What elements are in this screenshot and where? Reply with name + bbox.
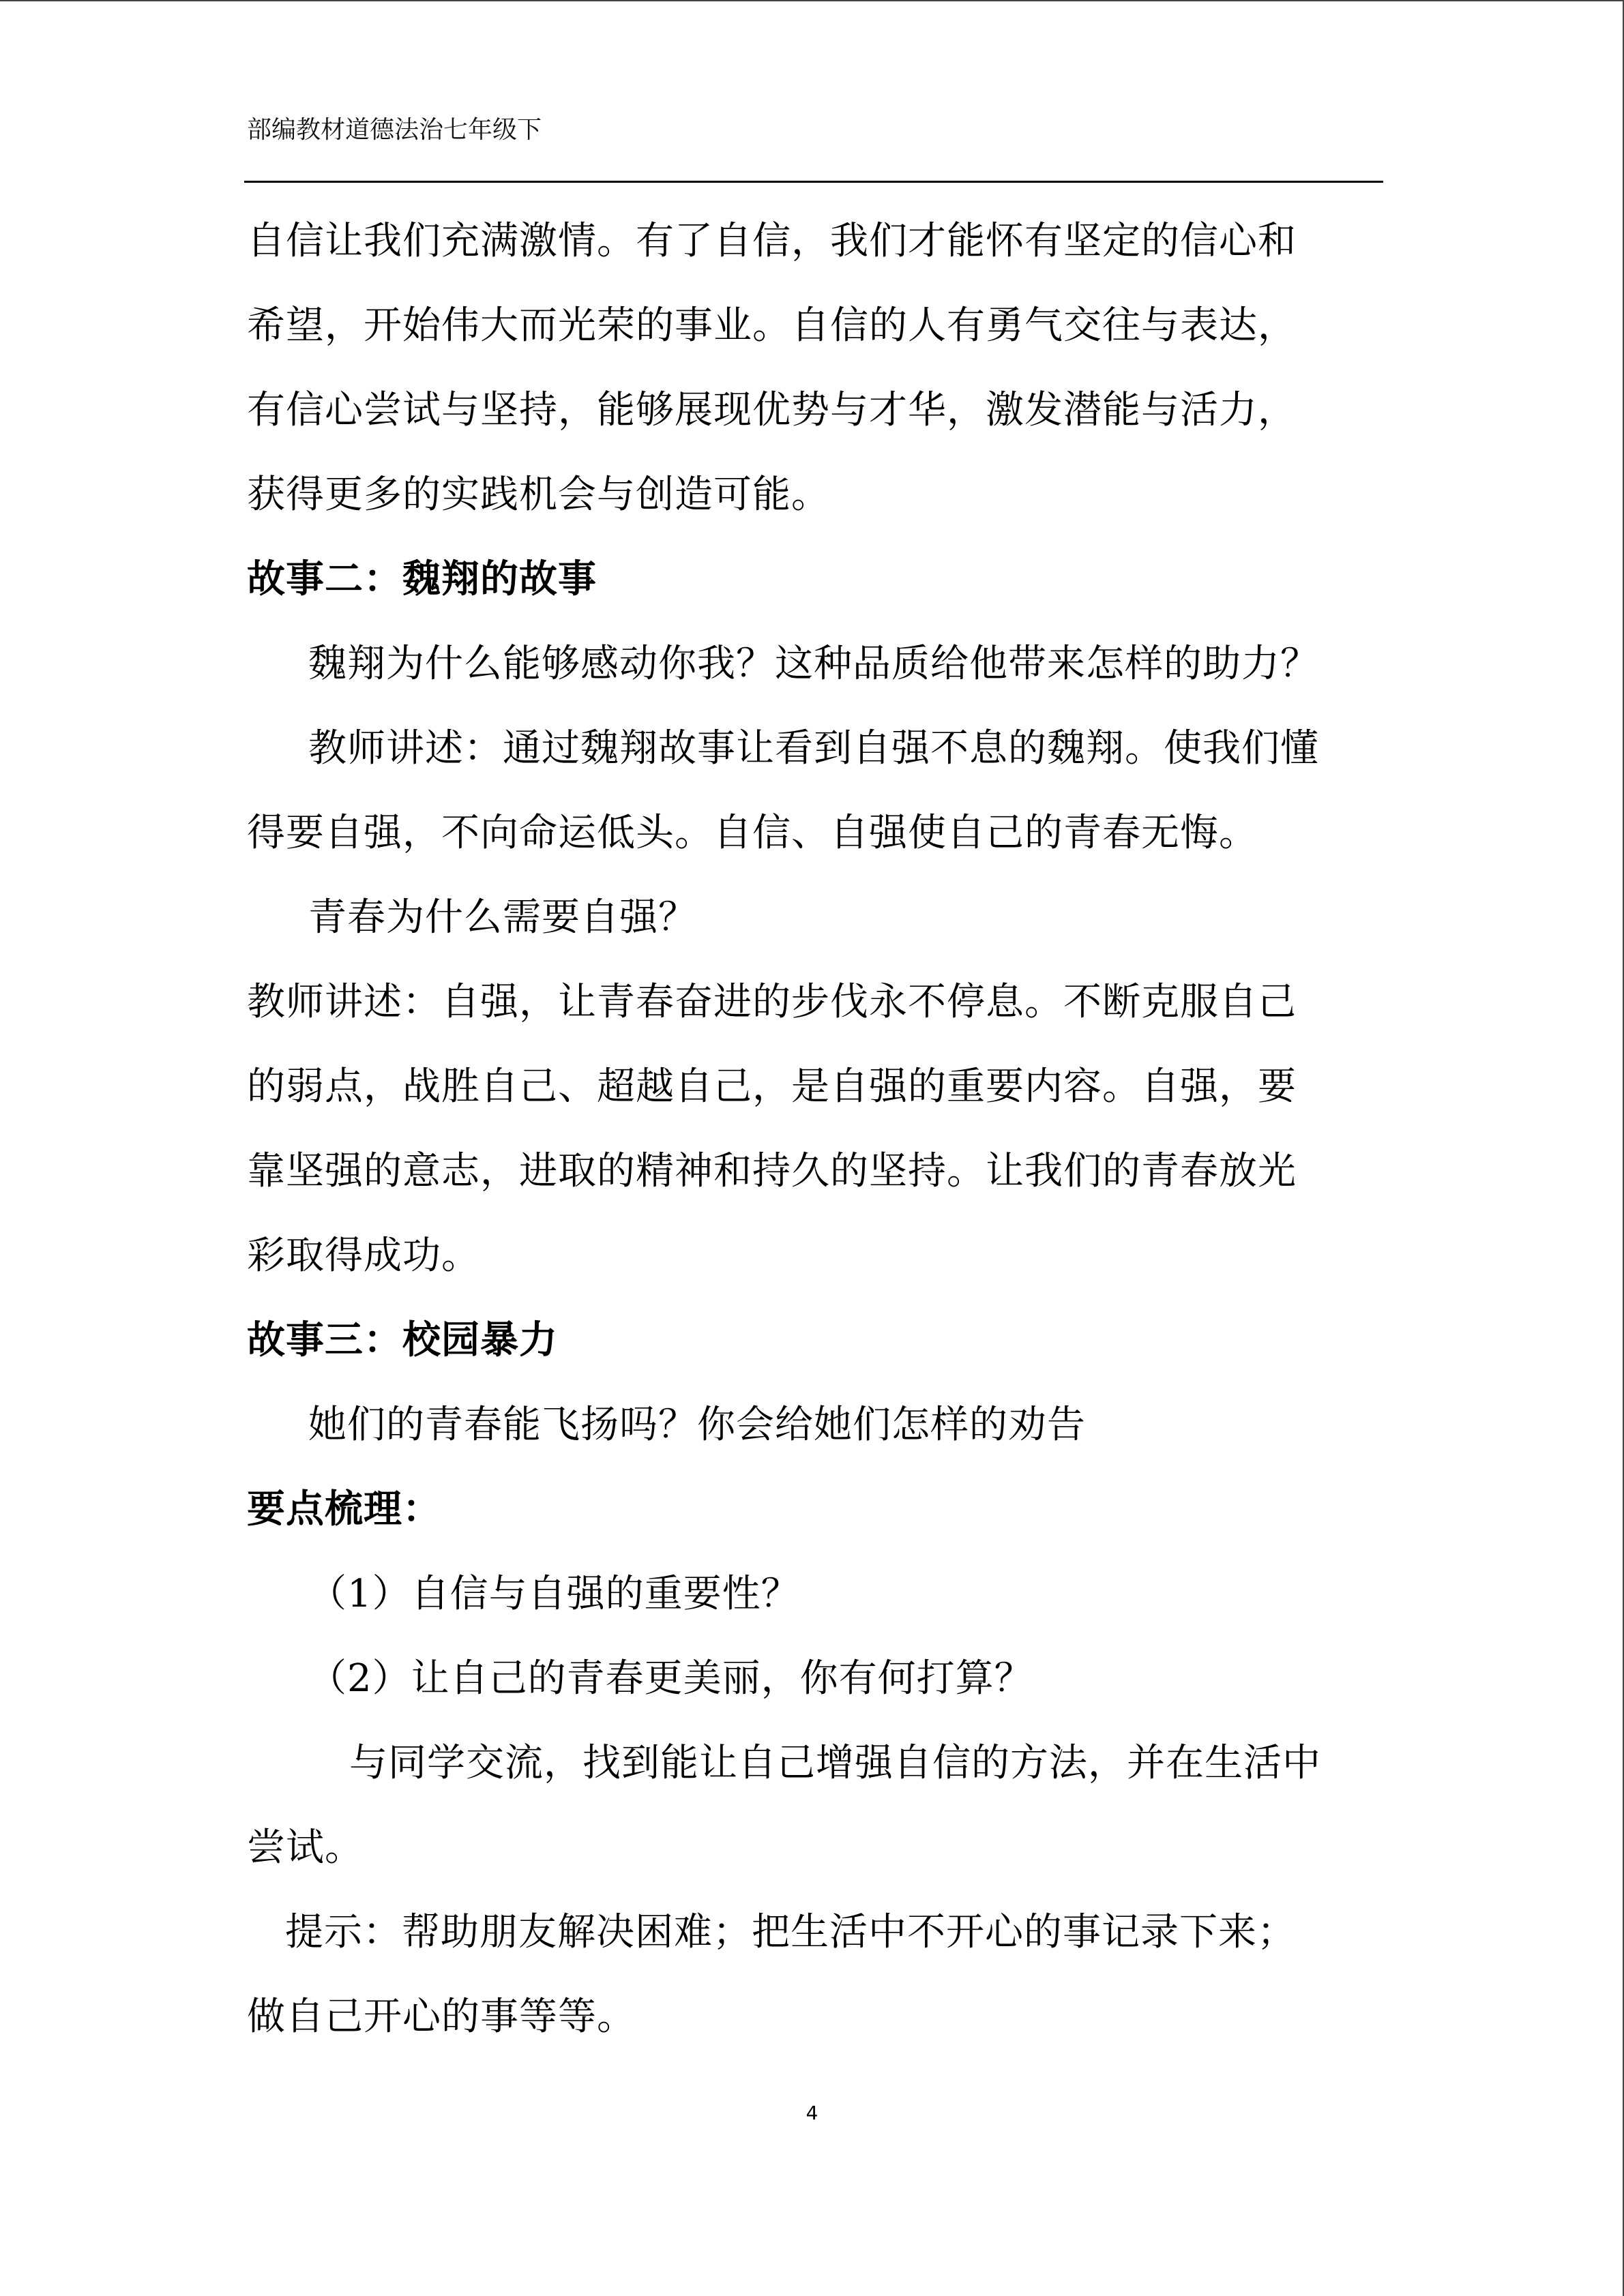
paragraph-line: 得要自强，不向命运低头。自信、自强使自己的青春无悔。 <box>247 811 1258 855</box>
question-line: 青春为什么需要自强？ <box>308 895 697 940</box>
teacher-narration-line: 教师讲述：通过魏翔故事让看到自强不息的魏翔。使我们懂 <box>308 726 1319 771</box>
paragraph-line: 希望，开始伟大而光荣的事业。自信的人有勇气交往与表达， <box>247 303 1297 348</box>
section-heading-story-two: 故事二：魏翔的故事 <box>247 557 597 601</box>
paragraph-line: 做自己开心的事等等。 <box>247 1995 636 2039</box>
running-header: 部编教材道德法治七年级下 <box>247 116 542 144</box>
activity-line: 与同学交流，找到能让自己增强自信的方法，并在生活中 <box>349 1741 1321 1785</box>
paragraph-line: 尝试。 <box>247 1825 364 1870</box>
key-point-item: （2）让自己的青春更美丽，你有何打算？ <box>308 1656 1033 1701</box>
paragraph-line: 靠坚强的意志，进取的精神和持久的坚持。让我们的青春放光 <box>247 1149 1297 1193</box>
paragraph-line: 的弱点，战胜自己、超越自己，是自强的重要内容。自强，要 <box>247 1064 1297 1109</box>
hint-line: 提示：帮助朋友解决困难；把生活中不开心的事记录下来； <box>285 1910 1296 1954</box>
question-line: 她们的青春能飞扬吗？你会给她们怎样的劝告 <box>308 1403 1086 1447</box>
question-line: 魏翔为什么能够感动你我？这种品质给他带来怎样的助力？ <box>308 642 1319 686</box>
teacher-narration-line: 教师讲述：自强，让青春奋进的步伐永不停息。不断克服自己 <box>247 980 1297 1024</box>
header-divider <box>244 181 1383 183</box>
key-point-item: （1）自信与自强的重要性？ <box>308 1572 800 1616</box>
document-body <box>247 199 1383 2059</box>
paragraph-line: 有信心尝试与坚持，能够展现优势与才华，激发潜能与活力， <box>247 388 1297 432</box>
page-number: 4 <box>806 2102 818 2124</box>
section-heading-story-three: 故事三：校园暴力 <box>247 1318 558 1362</box>
paragraph-line: 获得更多的实践机会与创造可能。 <box>247 473 830 517</box>
section-heading-key-points: 要点梳理： <box>247 1487 441 1532</box>
paragraph-line: 彩取得成功。 <box>247 1234 480 1278</box>
paragraph-line: 自信让我们充满激情。有了自信，我们才能怀有坚定的信心和 <box>247 219 1297 263</box>
